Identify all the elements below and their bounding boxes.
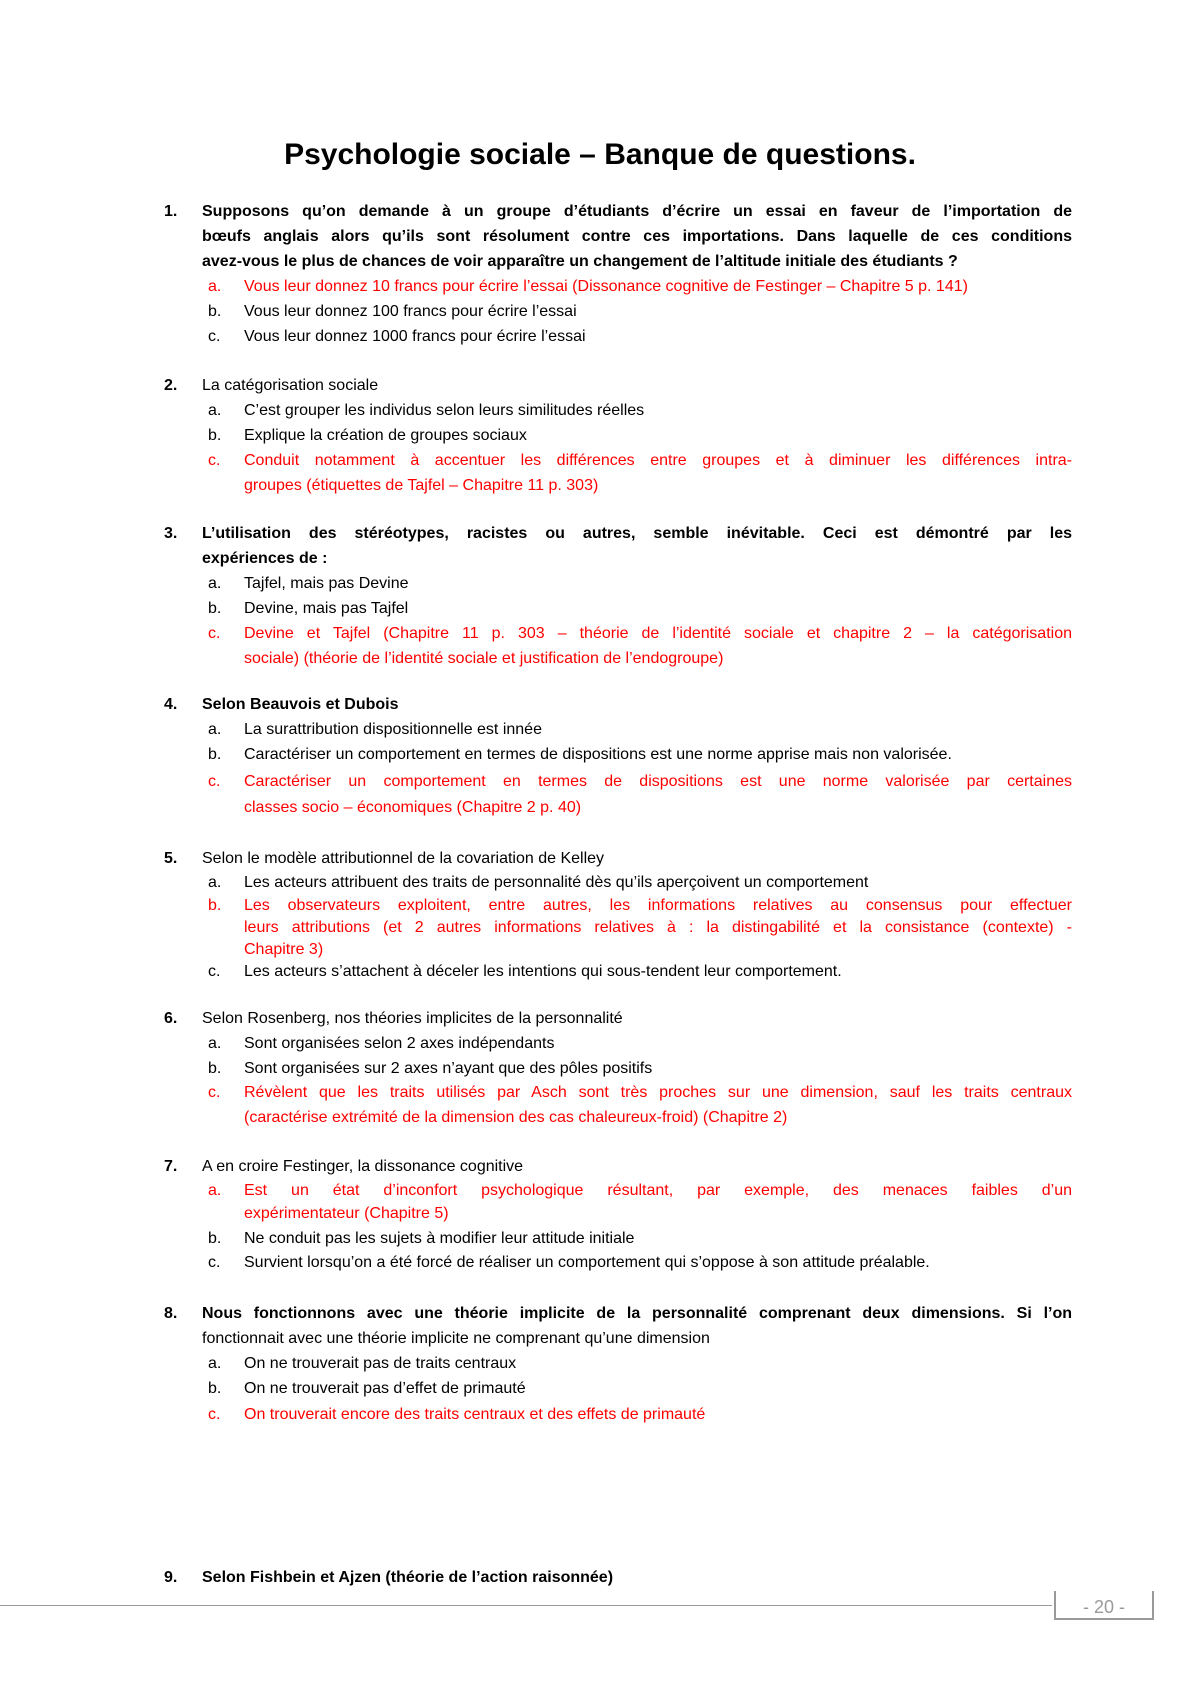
option-correct-answer: Chapitre 3) xyxy=(244,941,324,958)
question-text-line: avez-vous le plus de chances de voir apparaître un changement de l’altitude initiale des étudiants ? xyxy=(202,253,958,270)
option-correct-answer: sociale) (théorie de l’identité sociale et justification de l’endogroupe) xyxy=(244,650,724,667)
question-text-line: Selon Rosenberg, nos théories implicites de la personnalité xyxy=(202,1010,623,1027)
option-letter: b. xyxy=(208,1060,222,1077)
question-number: 3. xyxy=(164,525,178,542)
option-letter: c. xyxy=(208,963,221,980)
question-number: 9. xyxy=(164,1569,178,1586)
option-letter: b. xyxy=(208,1230,222,1247)
option-correct-answer: Est un état d’inconfort psychologique résultant, par exemple, des menaces faibles d’un xyxy=(244,1182,1072,1199)
option-letter: a. xyxy=(208,1035,222,1052)
option-letter: a. xyxy=(208,575,222,592)
question-number: 6. xyxy=(164,1010,178,1027)
option-text: On ne trouverait pas de traits centraux xyxy=(244,1355,517,1372)
question-number: 2. xyxy=(164,377,178,394)
option-correct-answer: Les observateurs exploitent, entre autres, les informations relatives au consensus pour effectuer xyxy=(244,897,1072,914)
question-text-line: L’utilisation des stéréotypes, racistes ou autres, semble inévitable. Ceci est démontré par les xyxy=(202,525,1072,542)
question-text-line: A en croire Festinger, la dissonance cognitive xyxy=(202,1158,524,1175)
question-text-line: bœufs anglais alors qu’ils sont résolument contre ces importations. Dans laquelle de ces conditions xyxy=(202,228,1072,245)
question-text-line: Selon Fishbein et Ajzen (théorie de l’action raisonnée) xyxy=(202,1569,614,1586)
option-letter: a. xyxy=(208,278,222,295)
option-correct-answer: classes socio – économiques (Chapitre 2 p. 40) xyxy=(244,799,582,816)
option-letter: b. xyxy=(208,746,222,763)
question-text-line: expériences de : xyxy=(202,550,328,567)
page-number: - 20 - xyxy=(1082,1597,1125,1617)
option-letter: a. xyxy=(208,402,222,419)
option-correct-answer: leurs attributions (et 2 autres informations relatives à : la distingabilité et la consistance (contexte) - xyxy=(244,919,1072,936)
option-correct-answer: Caractériser un comportement en termes de dispositions est une norme valorisée par certaines xyxy=(244,773,1072,790)
option-letter: b. xyxy=(208,897,222,914)
question-text-line: Supposons qu’on demande à un groupe d’étudiants d’écrire un essai en faveur de l’importation de xyxy=(202,203,1072,220)
option-text: Explique la création de groupes sociaux xyxy=(244,427,527,444)
option-letter: c. xyxy=(208,1254,221,1271)
option-correct-answer: Révèlent que les traits utilisés par Asch sont très proches sur une dimension, sauf les traits centraux xyxy=(244,1084,1072,1101)
question-text-line: Nous fonctionnons avec une théorie implicite de la personnalité comprenant deux dimensions. Si l’on xyxy=(202,1305,1072,1322)
option-letter: b. xyxy=(208,600,222,617)
option-letter: b. xyxy=(208,303,222,320)
option-text: Devine, mais pas Tajfel xyxy=(244,600,409,617)
option-correct-answer: Conduit notamment à accentuer les différences entre groupes et à diminuer les différences intra- xyxy=(244,452,1072,469)
option-text: C’est grouper les individus selon leurs similitudes réelles xyxy=(244,402,645,419)
option-correct-answer: On trouverait encore des traits centraux et des effets de primauté xyxy=(244,1406,706,1423)
question-number: 8. xyxy=(164,1305,178,1322)
option-correct-answer: groupes (étiquettes de Tajfel – Chapitre 11 p. 303) xyxy=(244,477,599,494)
option-text: Les acteurs s’attachent à déceler les intentions qui sous-tendent leur comportement. xyxy=(244,963,842,980)
option-text: Les acteurs attribuent des traits de personnalité dès qu’ils aperçoivent un comportement xyxy=(244,874,869,891)
option-letter: a. xyxy=(208,721,222,738)
option-text: La surattribution dispositionnelle est innée xyxy=(244,721,542,738)
option-letter: b. xyxy=(208,427,222,444)
question-number: 7. xyxy=(164,1158,178,1175)
option-text: Tajfel, mais pas Devine xyxy=(244,575,409,592)
option-letter: c. xyxy=(208,328,221,345)
option-letter: c. xyxy=(208,1084,221,1101)
page-title: Psychologie sociale – Banque de questions. xyxy=(284,138,916,171)
option-letter: b. xyxy=(208,1380,222,1397)
option-letter: a. xyxy=(208,874,222,891)
option-text: Vous leur donnez 1000 francs pour écrire l’essai xyxy=(244,328,586,345)
question-text-line: La catégorisation sociale xyxy=(202,377,379,394)
option-correct-answer: expérimentateur (Chapitre 5) xyxy=(244,1205,449,1222)
question-text-line: Selon Beauvois et Dubois xyxy=(202,696,399,713)
option-letter: c. xyxy=(208,1406,221,1423)
question-text-line: fonctionnait avec une théorie implicite ne comprenant qu’une dimension xyxy=(202,1330,710,1347)
option-text: Vous leur donnez 100 francs pour écrire l’essai xyxy=(244,303,577,320)
option-text: On ne trouverait pas d’effet de primauté xyxy=(244,1380,526,1397)
option-letter: c. xyxy=(208,452,221,469)
option-correct-answer: Vous leur donnez 10 francs pour écrire l’essai (Dissonance cognitive de Festinger – Chapitre 5 p. 141) xyxy=(244,278,968,295)
option-letter: c. xyxy=(208,625,221,642)
question-number: 4. xyxy=(164,696,178,713)
option-text: Ne conduit pas les sujets à modifier leur attitude initiale xyxy=(244,1230,635,1247)
option-text: Caractériser un comportement en termes de dispositions est une norme apprise mais non valorisée. xyxy=(244,746,952,763)
footer-rule xyxy=(0,1605,1052,1606)
option-text: Sont organisées sur 2 axes n’ayant que des pôles positifs xyxy=(244,1060,653,1077)
option-correct-answer: Devine et Tajfel (Chapitre 11 p. 303 – théorie de l’identité sociale et chapitre 2 – la catégorisation xyxy=(244,625,1072,642)
option-correct-answer: (caractérise extrémité de la dimension des cas chaleureux-froid) (Chapitre 2) xyxy=(244,1109,788,1126)
option-letter: a. xyxy=(208,1182,222,1199)
option-text: Sont organisées selon 2 axes indépendants xyxy=(244,1035,555,1052)
question-text-line: Selon le modèle attributionnel de la covariation de Kelley xyxy=(202,850,605,867)
option-text: Survient lorsqu’on a été forcé de réaliser un comportement qui s’oppose à son attitude préalable. xyxy=(244,1254,930,1271)
option-letter: a. xyxy=(208,1355,222,1372)
option-letter: c. xyxy=(208,773,221,790)
question-number: 5. xyxy=(164,850,178,867)
question-number: 1. xyxy=(164,203,178,220)
